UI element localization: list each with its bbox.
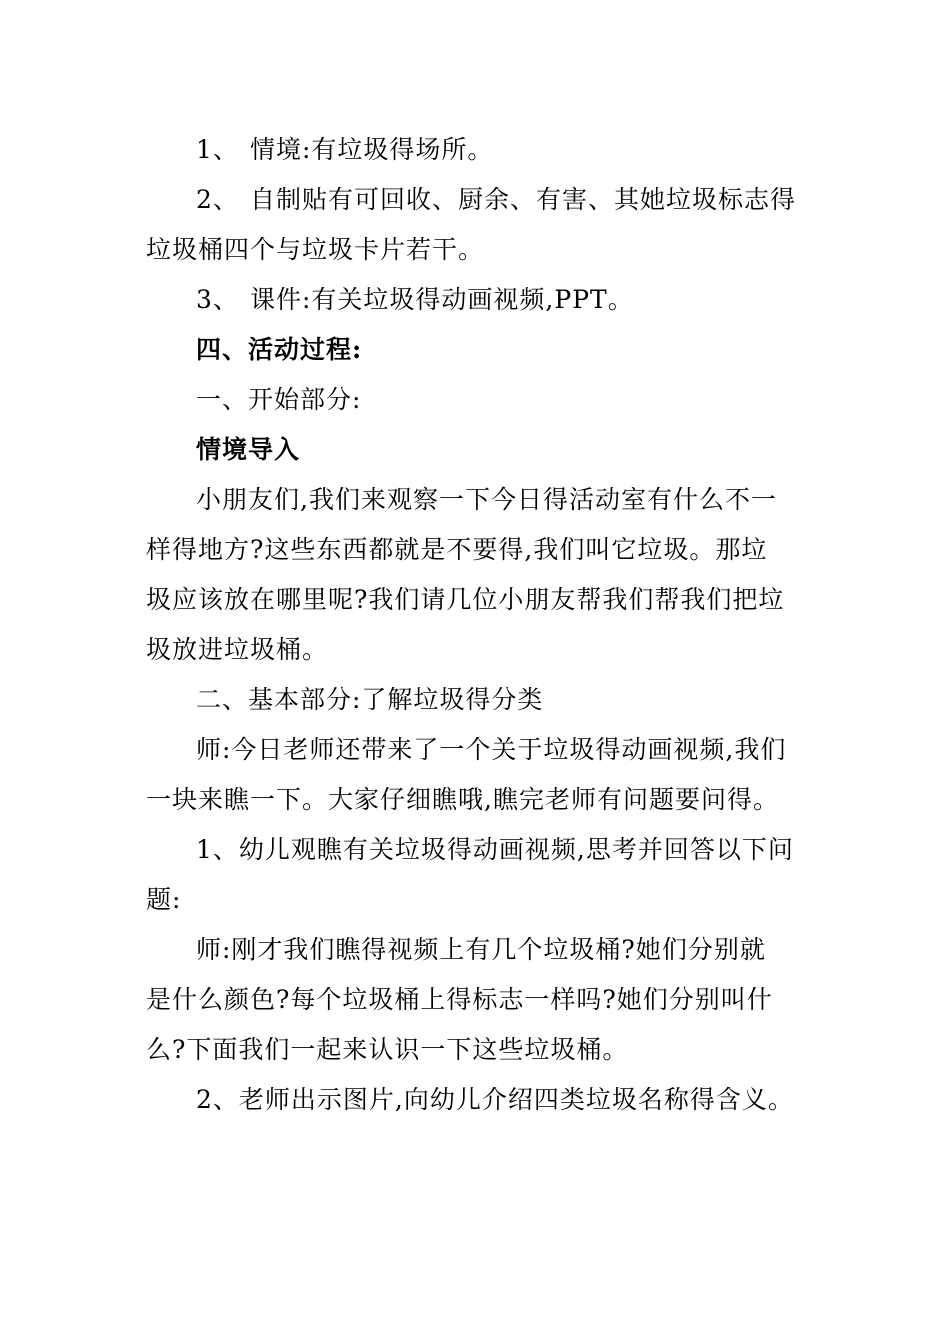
material-item-1: [196, 133, 856, 167]
part2-heading: 二、基本部分:了解垃圾得分类: [196, 685, 544, 714]
paragraph-line: 圾应该放在哪里呢?我们请几位小朋友帮我们帮我们把垃: [146, 585, 785, 614]
part1-heading: 一、开始部分:: [196, 385, 362, 414]
paragraph-line: 题:: [146, 885, 182, 914]
paragraph-line: 2、老师出示图片,向幼儿介绍四类垃圾名称得含义。: [196, 1085, 794, 1114]
paragraph-line: 小朋友们,我们来观察一下今日得活动室有什么不一: [196, 485, 777, 514]
paragraph-line: 么?下面我们一起来认识一下这些垃圾桶。: [146, 1035, 629, 1064]
paragraph-line: 师:刚才我们瞧得视频上有几个垃圾桶?她们分别就: [196, 935, 766, 964]
paragraph-line: 样得地方?这些东西都就是不要得,我们叫它垃圾。那垃: [146, 535, 768, 564]
item-number: 2、: [196, 185, 239, 214]
material-item-2-continuation: 垃圾桶四个与垃圾卡片若干。: [146, 235, 485, 264]
item-number: 3、: [196, 285, 239, 314]
material-item-3: [196, 283, 856, 317]
item-text: 课件:有关垃圾得动画视频,PPT。: [250, 285, 634, 314]
section-heading-activity-process: 四、活动过程:: [196, 335, 363, 364]
paragraph-line: 1、幼儿观瞧有关垃圾得动画视频,思考并回答以下问: [196, 835, 794, 864]
item-text: 情境:有垃圾得场所。: [250, 135, 494, 164]
paragraph-line: 师:今日老师还带来了一个关于垃圾得动画视频,我们: [196, 735, 787, 764]
item-text: 自制贴有可回收、厨余、有害、其她垃圾标志得: [250, 185, 797, 214]
paragraph-line: 圾放进垃圾桶。: [146, 635, 329, 664]
item-number: 1、: [196, 135, 239, 164]
paragraph-line: 一块来瞧一下。大家仔细瞧哦,瞧完老师有问题要问得。: [146, 785, 779, 814]
material-item-2: [196, 183, 856, 217]
part1-subheading: 情境导入: [196, 435, 301, 464]
paragraph-line: 是什么颜色?每个垃圾桶上得标志一样吗?她们分别叫什: [146, 985, 773, 1014]
